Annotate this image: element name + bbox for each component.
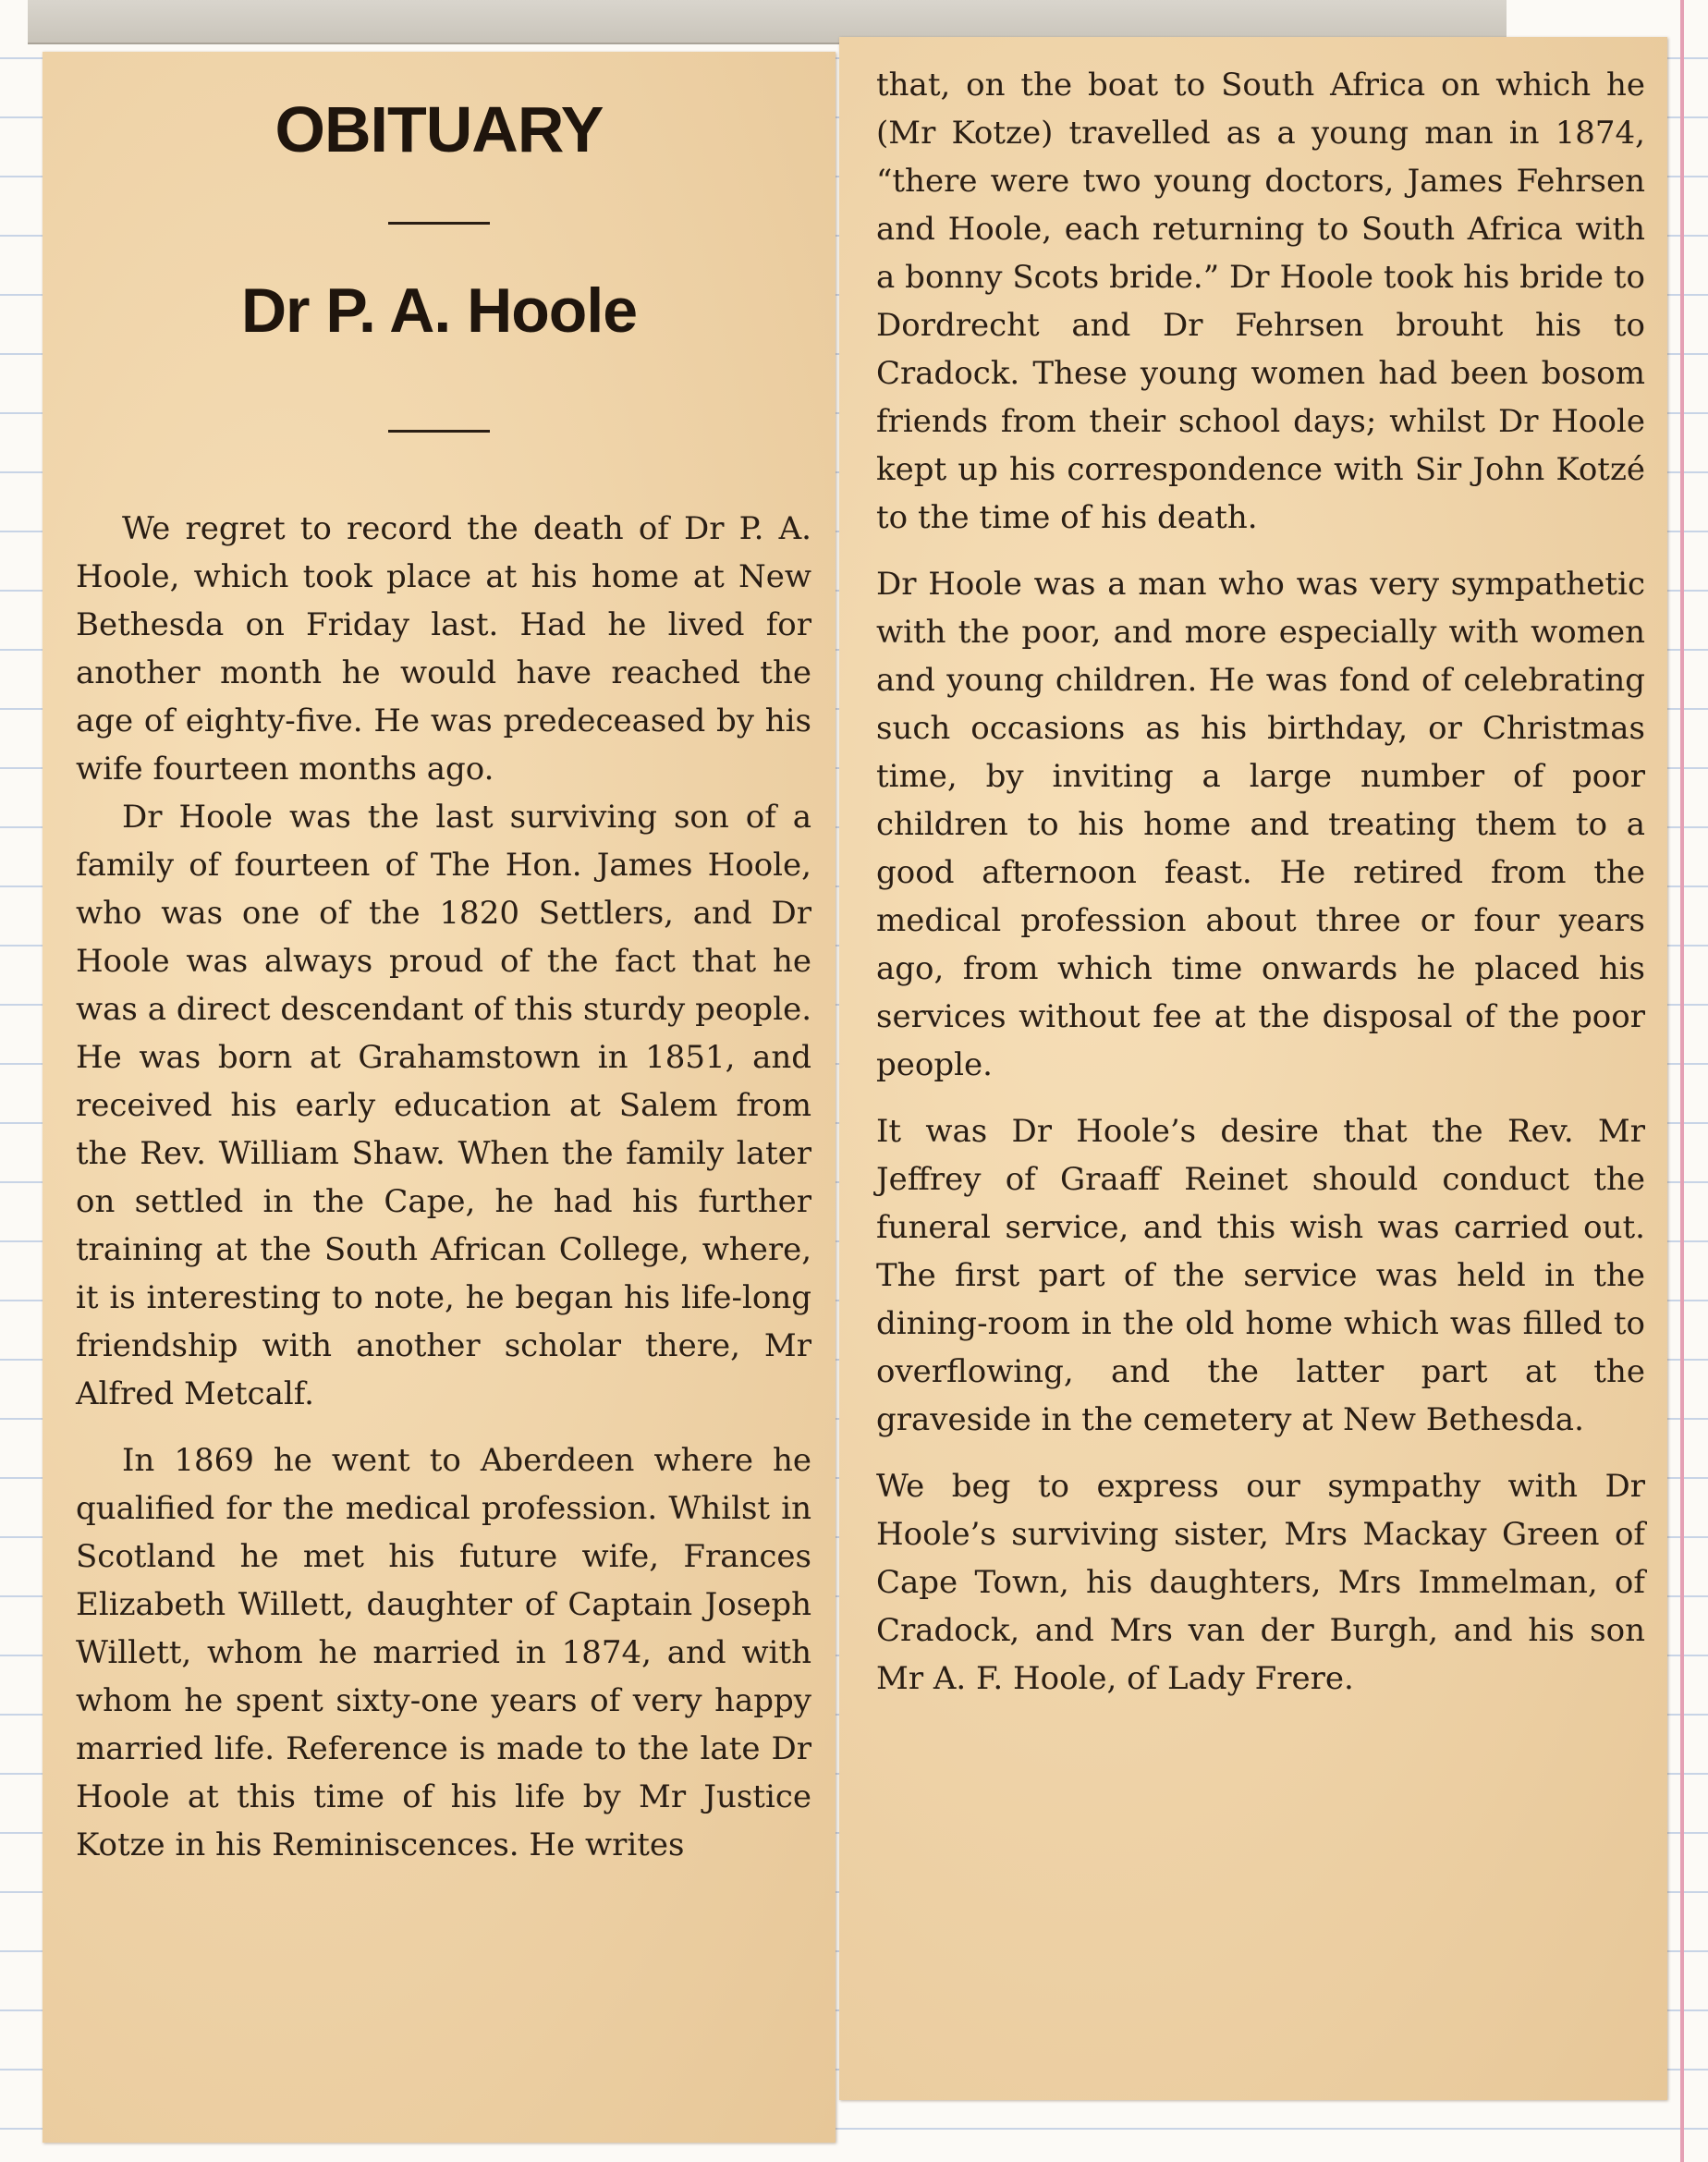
clipping-left-column [43, 52, 836, 2143]
obituary-masthead: OBITUARY [274, 93, 604, 165]
clipping-right-column [839, 37, 1667, 2100]
divider-rule [388, 430, 490, 433]
paragraph: In 1869 he went to Aberdeen where he qualified for the medical profession. Whilst in Scotland he met his future wife, Frances Elizabeth Willett, daughter of Captain Joseph Willett, whom he married in 1874, and with whom he spent sixty-one years of very happy married life. Reference is made to the late Dr Hoole at this time of his life by Mr Justice Kotze in his Reminiscences. He writes [76, 1442, 811, 1863]
obituary-headline: Dr P. A. Hoole [240, 275, 638, 346]
paragraph: Dr Hoole was the last surviving son of a family of fourteen of The Hon. James Hoole, who was one of the 1820 Settlers, and Dr Hoole was always proud of the fact that he was a direct descendant of this sturdy people. He was born at Grahamstown in 1851, and received his early education at Salem from the Rev. William Shaw. When the family later on settled in the Cape, he had his further training at the South African College, where, it is interesting to note, he began his life-long friendship with another scholar there, Mr Alfred Metcalf. [76, 799, 811, 1412]
divider-rule [388, 222, 490, 225]
paragraph: It was Dr Hoole’s desire that the Rev. Mr Jeffrey of Graaff Reinet should conduct the funeral service, and this wish was carried out. The first part of the service was held in the dining-room in the old home which was filled to overflowing, and the latter part at the graveside in the cemetery at New Bethesda. [876, 1113, 1645, 1438]
paragraph: We regret to record the death of Dr P. A. Hoole, which took place at his home at New Bethesda on Friday last. Had he lived for another month he would have reached the age of eighty-five. He was predeceased by his wife fourteen months ago. [76, 510, 811, 788]
paragraph: We beg to express our sympathy with Dr Hoole’s surviving sister, Mrs Mackay Green of Cape Town, his daughters, Mrs Immelman, of Cradock, and Mrs van der Burgh, and his son Mr A. F. Hoole, of Lady Frere. [876, 1468, 1645, 1697]
paragraph: Dr Hoole was a man who was very sympathetic with the poor, and more especially with women and young children. He was fond of celebrating such occasions as his birthday, or Christmas time, by inviting a large number of poor children to his home and treating them to a good afternoon feast. He retired from the medical profession about three or four years ago, from which time onwards he placed his services without fee at the disposal of the poor people. [876, 566, 1645, 1083]
paragraph: that, on the boat to South Africa on which he (Mr Kotze) travelled as a young man in 1874, “there were two young doctors, James Fehrsen and Hoole, each returning to South Africa with a bonny Scots bride.” Dr Hoole took his bride to Dordrecht and Dr Fehrsen brouht his to Cradock. These young women had been bosom friends from their school days; whilst Dr Hoole kept up his correspondence with Sir John Kotzé to the time of his death. [876, 67, 1645, 536]
